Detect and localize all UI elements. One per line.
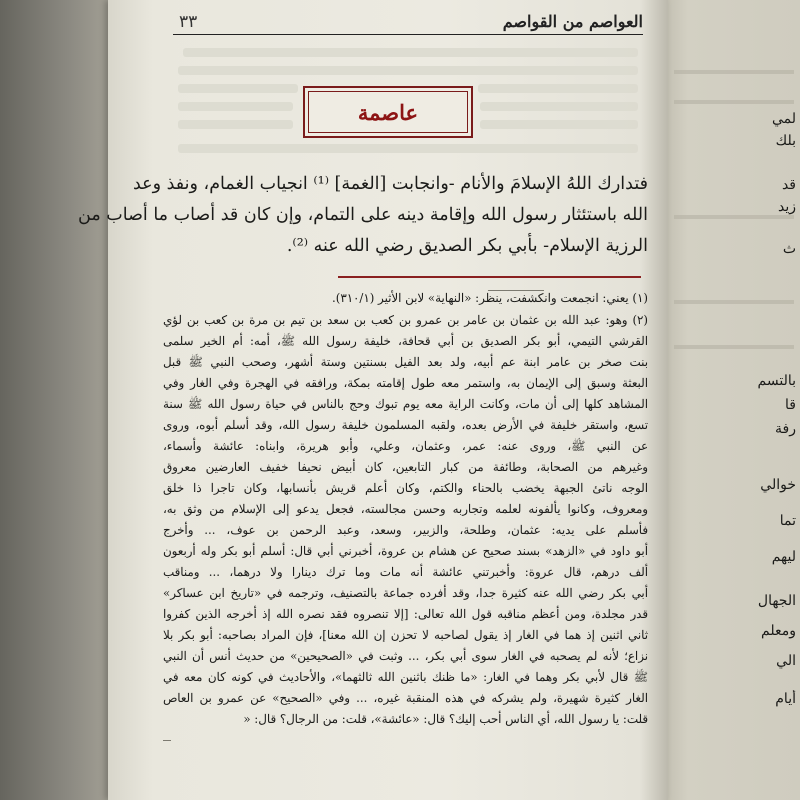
- footnote-line: قلت: يا رسول الله، أي الناس أحب إليك؟ قال: «عائشة»، قلت: من الرجال؟ قال: «: [243, 712, 648, 726]
- show-through-line: [178, 120, 293, 129]
- neighbor-line: أيام: [775, 691, 796, 707]
- footnote-line: نزاع؛ لأنه لم يصحبه في الغار سوى أبي بكر، ... وثبت في «الصحيحين» من حديث أنس أن النبي: [163, 649, 648, 663]
- body-text-line: الرزية الإسلام- بأبي بكر الصديق رضي الله عنه ⁽²⁾.: [286, 236, 648, 256]
- show-through-line: [178, 84, 298, 93]
- desk-background: [0, 0, 110, 800]
- neighbor-line: زيد: [777, 199, 796, 215]
- neighbor-line: الي: [776, 653, 796, 669]
- page-number: ٣٣: [179, 12, 198, 32]
- footnote-line: وغيرهم من الصحابة، وطائفة من كبار التابعين، كان أبيض نحيفا خفيف العارضين معروق: [163, 460, 648, 474]
- show-through-line: [480, 120, 638, 129]
- body-text-line: الله باستئثار رسول الله وإقامة دينه على التمام، وإن كان قد أصاب ما أصاب من: [78, 205, 648, 225]
- footnote-line: الوجه ناتئ الجبهة يخضب بالحناء والكتم، وكان أعلم قريش بأنسابها، وكان تاجرا ذا خلق: [163, 481, 648, 495]
- pencil-mark: [488, 290, 544, 291]
- footnote-line: عن النبي ﷺ، وروى عنه: عمر، وعثمان، وعلي، وأبو هريرة، وابناه: عائشة وأسماء،: [163, 439, 648, 453]
- footnote-line: ثاني اثنين إذ هما في الغار إذ يقول لصاحبه لا تحزن إن الله معنا]، فإن المراد بصاحبه: أبو بكر بلا: [163, 628, 648, 642]
- neighbor-line: تما: [779, 513, 796, 529]
- show-through-line: [478, 84, 638, 93]
- footnote-separator: [338, 276, 641, 278]
- footnote-line: (١) يعني: انجمعت وانكشفت، ينظر: «النهاية» لابن الأثير (٣١٠/١).: [332, 291, 648, 305]
- show-through-line: [178, 66, 638, 75]
- neighbor-line: خوالي: [760, 477, 796, 493]
- neighbor-line: قا: [785, 397, 796, 413]
- footnote-line: القرشي التيمي، أبو بكر الصديق بن أبي قحافة، خليفة رسول الله ﷺ، أمه: أم الخير سلمى: [163, 334, 648, 348]
- footnote-line: بنت صخر بن عامر ابنة عم أبيه، ولد بعد الفيل بسنتين وستة أشهر، وصحب النبي ﷺ قبل: [163, 355, 648, 369]
- show-through-line: [178, 144, 638, 153]
- show-through-line: [183, 48, 638, 57]
- footnote-line: البعثة وسبق إلى الإيمان به، واستمر معه طول إقامته بمكة، ورافقه في الهجرة وفي الغار وفي: [163, 376, 648, 390]
- show-through-line: [178, 102, 293, 111]
- footnote-line: المشاهد كلها إلى أن مات، وكانت الراية معه يوم تبوك وحج بالناس في حياة رسول الله ﷺ سنة: [163, 397, 648, 411]
- neighbor-line: بلك: [775, 133, 796, 149]
- section-title: عاصمة: [357, 99, 419, 125]
- neighbor-line: بالتسم: [757, 373, 796, 389]
- book-page: [78, 0, 668, 800]
- body-text-line: فتدارك اللهُ الإسلامَ والأنام -وانجابت [الغمة] ⁽¹⁾ انجياب الغمام، ونفذ وعد: [132, 174, 648, 194]
- show-through-line: [480, 102, 638, 111]
- neighbor-line: رفة: [775, 421, 796, 437]
- footnote-line: قدر مجلدة، ومن أعظم مناقبه قول الله تعالى: [إلا تنصروه فقد نصره الله إذ أخرجه الذين كفروا: [163, 607, 648, 621]
- neighbor-line: ث: [782, 241, 796, 257]
- neighbor-line: قد: [781, 177, 796, 193]
- footnote-line: فأسلم على يديه: عثمان، وطلحة، والزبير، وسعد، وعبد الرحمن بن عوف، ... وأخرج: [163, 523, 648, 537]
- running-title: العواصم من القواصم: [502, 12, 643, 31]
- neighbor-page: [660, 0, 800, 800]
- footnote-line: ﷺ قال لأبي بكر وهما في الغار: «ما ظنك باثنين الله ثالثهما»، والأحاديث في كونه كان معه في: [163, 670, 648, 684]
- pencil-mark: [163, 740, 171, 741]
- section-title-box: [303, 86, 473, 138]
- footnote-line: (٢) وهو: عبد الله بن عثمان بن عامر بن عمرو بن كعب بن سعد بن تيم بن مرة بن كعب بن لؤي: [163, 313, 648, 327]
- footnote-line: أبي بكر رضي الله عنه كثيرة جدا، وقد أفرده جماعة بالتصنيف، وترجمه في «تاريخ ابن عساكر»: [163, 586, 648, 600]
- footnote-line: ومعروف، وكانوا يألفونه لعلمه وتجاربه وحسن مجالسته، فجعل يدعو إلى الإسلام من وثق به،: [163, 502, 648, 516]
- neighbor-line: لمي: [771, 111, 796, 127]
- footnote-line: ألف درهم، قال عروة: وأخبرتني عائشة أنه مات وما ترك دينارا ولا درهما، ... ومناقب: [163, 565, 648, 579]
- neighbor-line: الجهال: [757, 593, 796, 609]
- footnote-line: تسع، واستقر خليفة في الأرض بعده، ولقبه المسلمون خليفة رسول الله، وقد أسلم أبوه، وروى: [163, 418, 648, 432]
- footnote-line: أبو داود في «الزهد» بسند صحيح عن هشام بن عروة، أخبرني أبي قال: أسلم أبو بكر وله أربعون: [163, 544, 648, 558]
- neighbor-line: ليهم: [771, 549, 796, 565]
- footnote-line: الغار كثيرة شهيرة، ولم يشركه في هذه المنقبة غيره، ... وفي «الصحيح» عن عمرو بن العاص: [163, 691, 648, 705]
- neighbor-line: ومعلم: [761, 623, 796, 639]
- page-header: [173, 12, 643, 35]
